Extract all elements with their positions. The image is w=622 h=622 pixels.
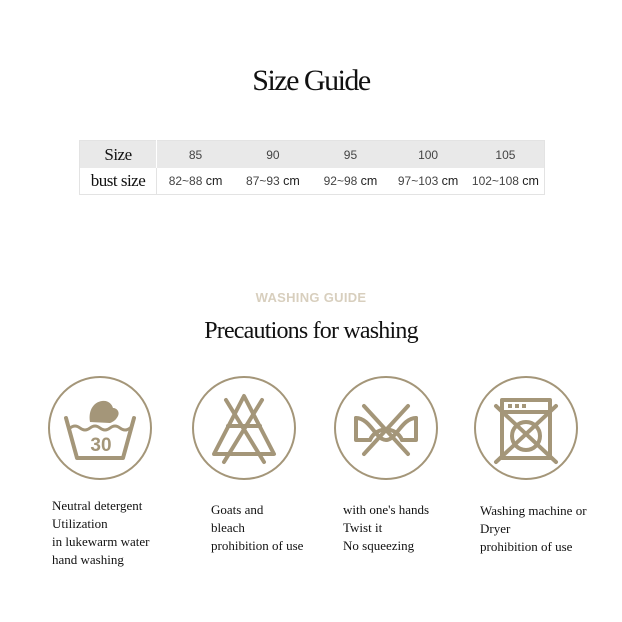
bust-cell <box>234 168 312 195</box>
washing-guide-title: Precautions for washing <box>204 318 418 344</box>
unit-label: cm <box>205 174 223 188</box>
care-text-no-machine <box>480 502 587 556</box>
care-text-line: hand washing <box>52 552 124 567</box>
size-table <box>79 140 545 195</box>
size-guide-title: Size Guide <box>252 64 370 97</box>
no-wring-icon <box>334 376 438 480</box>
care-text-line: Washing machine or <box>480 503 587 518</box>
care-text-line: Dryer <box>480 521 511 536</box>
size-cell: 95 <box>312 141 390 169</box>
size-row <box>80 141 545 169</box>
bust-cell <box>389 168 467 195</box>
care-text-line: in lukewarm water <box>52 534 150 549</box>
care-text-line: Utilization <box>52 516 108 531</box>
care-text-line: Neutral detergent <box>52 498 143 513</box>
bust-cell <box>467 168 545 195</box>
unit-label: cm <box>441 174 459 188</box>
no-machine-wash-dryer-icon <box>474 376 578 480</box>
bust-row <box>80 168 545 195</box>
bust-cell <box>157 168 235 195</box>
care-text-no-wring <box>343 501 429 555</box>
care-text-no-bleach <box>211 501 303 555</box>
size-cell: 105 <box>467 141 545 169</box>
unit-label: cm <box>522 174 539 188</box>
size-cell: 100 <box>389 141 467 169</box>
no-bleach-icon <box>192 376 296 480</box>
bust-cell <box>312 168 390 195</box>
care-text-line: prohibition of use <box>480 539 573 554</box>
size-cell: 85 <box>157 141 235 169</box>
care-text-line: Twist it <box>343 520 383 535</box>
care-text-line: with one's hands <box>343 502 430 517</box>
care-text-hand-wash <box>52 497 149 569</box>
size-cell: 90 <box>234 141 312 169</box>
care-text-line: prohibition of use <box>211 538 304 553</box>
bust-range: 102~108 <box>471 174 519 188</box>
washing-guide-label: WASHING GUIDE <box>255 290 367 305</box>
bust-range: 97~103 <box>397 174 439 188</box>
care-text-line: Goats and <box>211 502 264 517</box>
care-text-line: bleach <box>211 520 245 535</box>
unit-label: cm <box>283 174 300 188</box>
bust-range: 82~88 <box>168 174 203 188</box>
bust-row-label: bust size <box>80 168 157 195</box>
bust-range: 92~98 <box>323 174 358 188</box>
unit-label: cm <box>360 174 378 188</box>
bust-range: 87~93 <box>246 174 280 188</box>
care-text-line: No squeezing <box>343 538 415 553</box>
wash-temperature-label: 30 <box>90 435 112 456</box>
hand-wash-30-icon <box>48 376 152 480</box>
size-row-label: Size <box>80 141 157 169</box>
